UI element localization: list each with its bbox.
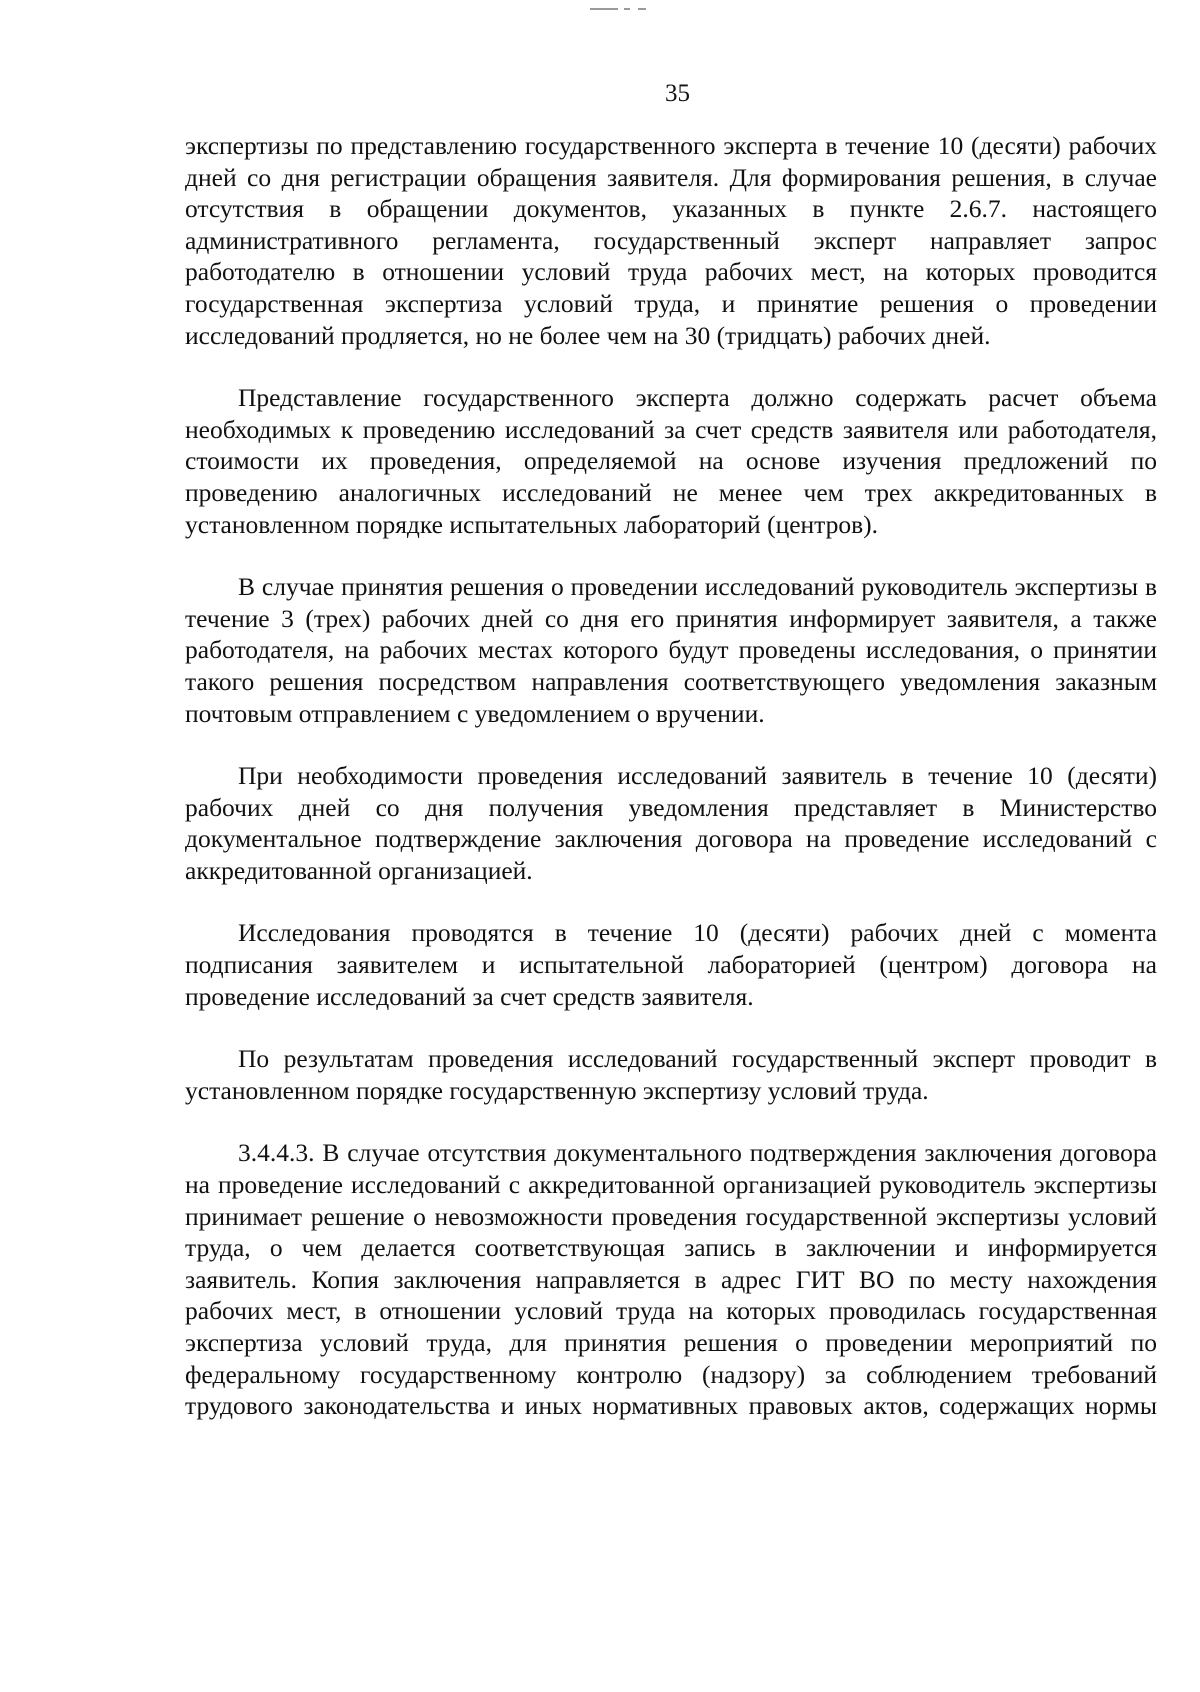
scan-artifact (590, 6, 670, 12)
paragraph-research-period: Исследования проводятся в течение 10 (десяти) рабочих дней с момента подписания заявителем и испытательной лабораторией (центром) договора на проведение исследований за счет средств заявителя. (185, 918, 1157, 1011)
page-number: 35 (665, 80, 690, 107)
paragraph-expert-presentation: Представление государственного эксперта должно содержать расчет объема необходимых к проведению исследований за счет средств заявителя или работодателя, стоимости их проведения, определяемой на основе изучения предложений по проведению аналогичных исследований не менее чем трех аккредитованных в установленном порядке испытательных лабораторий (центров). (185, 383, 1157, 539)
paragraph-research-decision: В случае принятия решения о проведении исследований руководитель экспертизы в течение 3 (трех) рабочих дней со дня его принятия информирует заявителя, а также работодателя, на рабочих местах которого будут проведены исследования, о принятии такого решения посредством направления соответствующего уведомления заказным почтовым отправлением с уведомлением о вручении. (185, 572, 1157, 728)
paragraph-contract-confirmation: При необходимости проведения исследований заявитель в течение 10 (десяти) рабочих дней со дня получения уведомления представляет в Министерство документальное подтверждение заключения договора на проведение исследований с аккредитованной организацией. (185, 761, 1157, 885)
document-body (185, 130, 1157, 1422)
paragraph-research-results: По результатам проведения исследований государственный эксперт проводит в установленном порядке государственную экспертизу условий труда. (185, 1044, 1157, 1105)
paragraph-continuation: экспертизы по представлению государственного эксперта в течение 10 (десяти) рабочих дней со дня регистрации обращения заявителя. Для формирования решения, в случае отсутствия в обращении документов, указанных в пункте 2.6.7. настоящего административного регламента, государственный эксперт направляет запрос работодателю в отношении условий труда рабочих мест, на которых проводится государственная экспертиза условий труда, и принятие решения о проведении исследований продляется, но не более чем на 30 (тридцать) рабочих дней. (185, 131, 1157, 350)
paragraph-3-4-4-3: 3.4.4.3. В случае отсутствия документального подтверждения заключения договора на проведение исследований с аккредитованной организацией руководитель экспертизы принимает решение о невозможности проведения государственной экспертизы условий труда, о чем делается соответствующая запись в заключении и информируется заявитель. Копия заключения направляется в адрес ГИТ ВО по месту нахождения рабочих мест, в отношении условий труда на которых проводилась государственная экспертиза условий труда, для принятия решения о проведении мероприятий по федеральному государственному контролю (надзору) за соблюдением требований трудового законодательства и иных нормативных правовых актов, содержащих нормы (185, 1138, 1157, 1421)
